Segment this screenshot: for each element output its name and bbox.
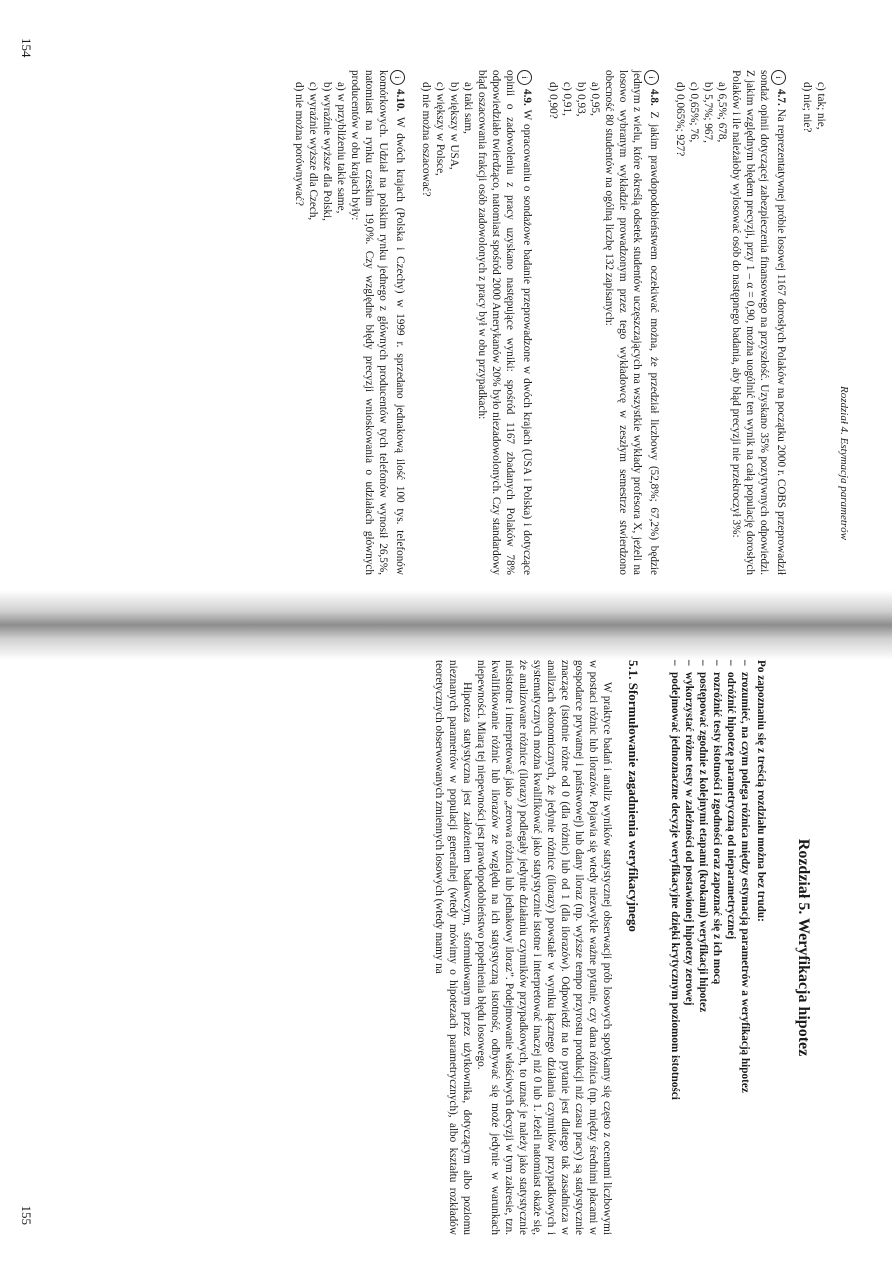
exercise-4-9 [419,70,534,575]
option-line: a) w przybliżeniu takie same, [335,82,347,214]
option-line: d) 0,90? [547,82,559,119]
option-line: d) nie można porównywać? [293,82,305,206]
exercise-text: Z jakim prawdopodobieństwem oczekiwać można, że przedział liczbowy (52,8%; 67,2%) będzie jednym z wielu, które określą odsetek studentów uczęszczających na wszystkie wykłady profesora X, jeżeli na losowo wybranym wykładzie prowadzonym przez tego wykładowcę w zeszłym semestrze stwierdzono obecność 80 studentów na ogólną liczbę 132 zapisanych: [603,70,660,575]
outcome-item: – zrozumieć, na czym polega różnica między estymacją parametrów a weryfikacją hipotez [738,660,752,1235]
exercise-4-7 [673,70,788,575]
exercise-text: W dwóch krajach (Polska i Czechy) w 1999 r. sprzedano jednakową ilość 100 tys. telefonów komórkowych. Udział na polskim rynku jednego z głównych producentów tych telefonów wynosił 26,5%, natomiast na rynku czeskim 19,0%. Czy względne błędy precyzji wnioskowania o udziałach głównych producentów w obu krajach były: [349,70,406,575]
page-number: 155 [19,1205,34,1225]
left-page [0,0,892,600]
body-paragraph: Hipoteza statystyczna jest założeniem badawczym, sformułowanym przez użytkownika, dotyczącym albo poziomu nieznanych parametrów w populacji generalnej (wtedy mówimy o hipotezach parametrycznych), albo kształtu rozkładów teoretycznych obserwowanych zmiennych losowych (wtedy mamy na [433,660,473,1235]
right-page [0,650,892,1261]
body-paragraph: W praktyce badań i analiz wyników statystycznej obserwacji prób losowych spotykamy się często z ocenami liczbowymi w postaci różnic lub ilorazów. Pojawia się wtedy niezwykle ważne pytanie, czy dana różnica (np. między średnimi płacami w gospodarce prywatnej i państwowej) lub dany iloraz (np. wyższe tempo przyrostu produkcji niż czasu pracy) są statystycznie znaczące (istotnie różne od 0 (dla różnic) lub od 1 (dla ilorazów). Odpowiedź na to pytanie jest dlatego tak zasadnicza w analizach ekonomicznych, że jedynie różnice (ilorazy) powstałe w wyniku łącznego działania czynników przypadkowych i systematycznych można kwalifikować jako statystycznie istotne i interpretować inaczej niż 0 lub 1. Jeżeli natomiast okaże się, że analizowane różnice (ilorazy) podlegały jedynie działaniu czynników przypadkowych, to uznać je należy jako statystycznie nieistotne i interpretować jako „zerowa różnica lub jednakowy iloraz”. Podejmowanie właściwych decyzji w tym zakresie, tzn. kwalifikowanie różnic lub ilorazów ze względu na ich statystyczną istotność, odbywać się może jedynie w warunkach niepewności. Miarą tej niepewności jest prawdopodobieństwo popełnienia błędu losowego. [475,660,613,1235]
option-line: c) 0,91, [561,82,573,116]
option-line: c) wyraźnie wyższe dla Czech, [307,82,319,221]
chapter-column [432,660,832,1235]
option-line: d) 0,065%; 927? [674,82,686,157]
section-title: 5.1. Sformułowanie zagadnienia weryfikacyjnego [626,660,641,932]
exercise-4-8 [546,70,661,575]
outcome-item: – wykorzystać różne testy w zależności od postawionej hipotezy zerowej [682,660,696,1235]
option-line: a) 6,5%; 678, [716,82,728,143]
option-line: c) tak; nie, [815,82,827,130]
chapter-title: Rozdział 5. Weryfikacja hipotez [795,838,812,1057]
option-line: b) 0,93, [575,82,587,117]
running-head: Rozdział 4. Estymacja parametrów [838,386,850,540]
outcomes-list [668,660,752,1235]
outcome-item: – postępować zgodnie z kolejnymi etapami (krokami) weryfikacji hipotez [696,660,710,1235]
exercise-number: 4.10. [394,89,406,112]
option-line: a) 0,95, [589,82,601,116]
exercise-text: W opracowaniu o sondażowe badanie przeprowadzone w dwóch krajach (USA i Polska) i dotyczące opinii o zadowoleniu z pracy uzyskano następujące wyniki: spośród 1167 zbadanych Polaków 78% odpowiedziało twierdząco, natomiast spośród 2000 Amerykanów 20% było niezadowolonych. Czy standardowy błąd oszacowania frakcji osób zadowolonych z pracy był w obu przypadkach: [476,70,533,575]
option-line: c) większy w Polsce, [434,82,446,176]
exercise-number: 4.8. [648,89,660,106]
exercise-number: 4.9. [521,89,533,106]
exercise-icon: i [644,70,659,85]
exercise-number: 4.7. [775,89,787,106]
option-line: a) taki sam, [462,82,474,134]
exercise-icon: i [771,70,786,85]
outcomes-heading: Po zapoznaniu się z treścią rozdziału można bez trudu: [755,660,767,922]
option-line: d) nie można oszacować? [420,82,432,197]
outcome-item: – podejmować jednoznaczne decyzje weryfikacyjne dzięki krytycznym poziomom istotności [668,660,682,1235]
exercise-icon: i [390,70,405,85]
option-line: b) 5,7%; 967, [702,82,714,143]
option-line: b) wyraźnie wyższe dla Polski, [321,82,333,221]
exercise-text: Na reprezentatywnej próbie losowej 1167 dorosłych Polaków na początku 2000 r. COBS przeprowadził sondaż opinii dotyczącej zabezpieczenia finansowego na przyszłość. Uzyskano 35% pozytywnych odpowiedzi. Z jakim względnym błędem precyzji, przy 1 – α = 0,90, można uogólnić ten wynik na całą populację dorosłych Polaków i ile należałoby wylosować osób do następnego badania, aby błąd precyzji nie przekroczył 3%: [730,70,787,575]
option-line: d) nie; nie? [801,82,813,133]
exercise-4-10 [292,70,407,575]
exercise-column [292,70,828,575]
option-line: b) większy w USA, [448,82,460,170]
outcome-item: – rozróżnić testy istotności i zgodności oraz zapoznać się z ich mocą [710,660,724,1235]
option-line: c) 0,65%; 76, [688,82,700,143]
exercise-icon: i [517,70,532,85]
outcome-item: – odróżnić hipotezę parametryczną od nieparametrycznej [724,660,738,1235]
page-number: 154 [19,38,34,58]
learning-outcomes [668,660,768,1235]
